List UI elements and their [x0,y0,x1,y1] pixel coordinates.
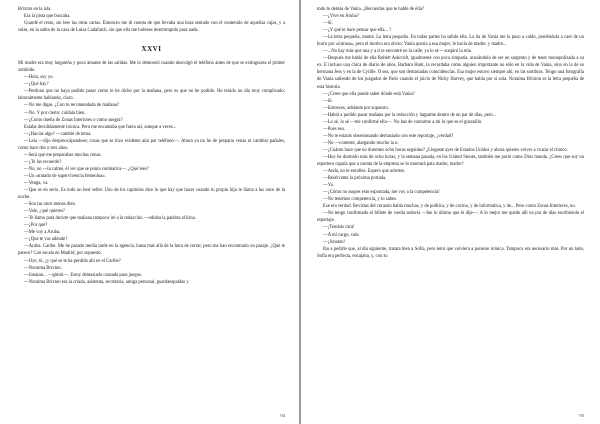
paragraph: —¿Cómo no suspes esto espontada, me voy a la competencia! [323,190,440,196]
left-page-body-text [18,60,285,286]
paragraph: —¡Jonatan! [323,239,346,245]
paragraph: —Venga, va. [24,180,49,186]
paragraph: —Ya. [323,183,334,189]
paragraph: —Después me habló de ella Robert Ashcroft, igualmente con poca simpatía, acusándola de ser un sargento y de tener monopolizada a su ex. E incluso una chica de diario de años, Barbara Hunt, la recordaba como alguien importante no sólo en la vida de Vania, sino en la de su hermana Jess y en la de Cyrille. O sea, que son demasiadas coincidencias. Esa mujer estuvo siempre ahí, en las sombras. Tengo una fotografía de Vania saliendo de los juzgados de París cuando el juicio de Nicky Harvey, que habla por sí sola. Noraima Brixton es la letra pequeña de esta historia. [317,56,584,90]
paragraph: —Que es en serio. Es todo un best seller. Uno de los capítulos dice lo que hay que hacer cuando tu propio hijo te llama a las once de la noche. [18,188,285,201]
paragraph: —¿Cuánto hace que no duermes ocho horas seguidas? ¿Llegaste ayer de Estados Unidos y ahora quieres volver a cruzar el charco. [323,147,568,153]
paragraph: —¿Hacías algo? —cambié de tema. [24,131,92,137]
paragraph: —¿Crees que ella puede saber dónde está Vania? [323,91,415,97]
paragraph: —No te estarás obsesionando demasiado con este reportaje, ¿verdad? [323,133,454,139]
paragraph: —Oye, tú, ¿y qué se te ha perdido ahí en el Caribe? [24,258,121,264]
paragraph: —Un «tratado de supervivencia femenina». [24,173,106,179]
paragraph: —No me digas. ¿Con tu recomendada de mañana? [24,103,120,109]
page-number-right: 95 [579,413,584,418]
paragraph: —Habrá a podido pasar mañana por la redacción y largarme dentro de un par de días, pero... [323,112,497,118]
paragraph: —Hola, soy yo. [24,75,54,81]
paragraph: —¿Te las recuerdo? [24,159,62,165]
paragraph: —Son las once menos diez. [24,202,76,208]
paragraph: —¿Qué hay? [24,82,49,88]
paragraph: —Noraima Brixton. [24,265,62,271]
paragraph: —Aruba. Caribe. Me he pasado media tarde en la agencia, hasta más allá de la hora de cerrar, pero me han encontrado un pasaje. ¿Qué te parece? Con escala en Madrid, por supuesto. [18,244,285,257]
right-page [301,0,600,424]
paragraph: Iba a pedirle que, al día siguiente, tratara bien a Sofía, pero temí que volviera a ponerse irónica. Tampoco era necesario más. Por un lado, Sofía era perfecta, encajaba, y, con su [317,246,584,259]
paragraph: —No —contesté, alargando mucho la o. [323,140,399,146]
paragraph: —Sí. [323,21,333,27]
paragraph: —¿Que te vas adónde? [24,237,68,243]
paragraph: Mi madre era muy hogareña y poco amante de las salidas. Me lo demostró cuando descolgó el teléfono antes de que se extinguiera el primer zumbido. [18,61,285,74]
right-page-body-text [317,6,584,260]
paragraph: —¡Tendrás cara! [323,225,355,231]
page-number-left: 94 [280,413,285,418]
paragraph: —Leía —dijo despreocúpandose; cosas que se hizo evidente aún por teléfono—. Ahora ya no he de preparar cenas ni cambiar pañales, como hace dos o tres años. [18,138,285,151]
paragraph: —¿Y qué te hace pensar que ella... ? [323,28,392,34]
paragraph: —Resérvame la próxima portada. [323,176,387,182]
paragraph: —Noraima Brixton era la criada, asistenta, secretaria, amiga personal, guardaespaldas y [24,279,189,285]
paragraph: Brixton en la isla. [18,7,52,12]
paragraph: —¿Como dueña de Zonas Interiores o como suegra? [24,117,123,123]
paragraph: —No, no —la calmé, él ver que se ponía combativa—. ¿Qué lees? [24,166,149,172]
paragraph: Guardé el resto, sin leer las otras cartas. Entonces me di cuenta de que llevaba una hora sentado con el contenido de aquellas cajas, y a solas, en la salita de la casa de Luisa Cadafalch, sin que ella me hubiese interrumpido para nada. [18,21,285,34]
paragraph: —Sí. [323,98,333,104]
paragraph: —A mi cargo, vale. [323,232,360,238]
left-page-top-text [18,6,285,34]
paragraph: —La letra pequeña, mamá. La letra pequeña. En todas partes ha salido ella. La tía de Vania me la puso a caldo, poniéndola a caer de un burro por «intrusa», pero el motivo era obvio: Vania quería a esa mujer; le hacía de madre, y madre... [317,35,584,48]
paragraph: —...No hay más que una y a ti te encontré en la calle, ya lo sé —suspiró la mía [323,49,471,55]
paragraph: Ese era verdad. Revistas del corazón había muchas, y de política, y de cocina, y de informática, y de... Pero como Zonas Interiores, no. [323,204,576,210]
paragraph: —No. Y por cierto: cuídala bien. [24,110,86,116]
paragraph: —No tenemos competencia, y lo sabes. [323,197,398,203]
paragraph: Estaba decididamente irónica. Pero me encantaba que fuera así, aunque a veces... [24,124,177,130]
paragraph: —Pues eso. [323,126,346,132]
paragraph: —Hoy he dormido más de ocho horas, y la semana pasada, en los United Stones, también me porté como Dios manda. ¿Crees que soy un reportero capula que a cuenta de la empresa se lo montará pata madre, madre? [317,154,584,168]
paragraph: —Me voy a Aruba. [24,230,61,236]
paragraph: —Lo sé, lo sé —me confirmé ella—. No has de contarme a mí lo que es el gusanillo. [323,119,483,125]
paragraph: —¿Por qué? [24,223,48,229]
paragraph: —Entonces, adelante por supuesto. [323,105,389,111]
paragraph: Era la pista que buscaba. [24,14,71,20]
paragraph: —Anda, no te enrolles. Espero que aciertes. [323,169,406,175]
chapter-heading: XXVI [141,45,162,54]
paragraph: —Vale, ¿qué quieres? [24,209,65,215]
paragraph: —Perdona que no haya podido pasar como te he dicho por la mañana, pero es que no he podido. He tenido un día muy complicado; laboralmente hablando, claro. [18,89,285,102]
paragraph: —No tengo confirmado el billete de vuelta todavía —fue lo último que le dije—. A lo mejor me quedo allí un par de días escribiendo el reportaje. [317,211,584,224]
paragraph: —Jonatan... —gimió—. Estoy demasiado cansada para juegos. [24,272,143,278]
paragraph: —¿Vive en Aruba? [323,14,359,20]
left-page [0,0,299,424]
paragraph: —Será que me preparabas muchas cenas. [24,152,102,158]
paragraph: —Te llamo para decirte que mañana tampoco iré a la redacción —odiaba la palabra oficina. [24,216,196,222]
paragraph: todo lo demás de Vania. ¿Recuerdas que te hablé de ella? [317,7,425,12]
